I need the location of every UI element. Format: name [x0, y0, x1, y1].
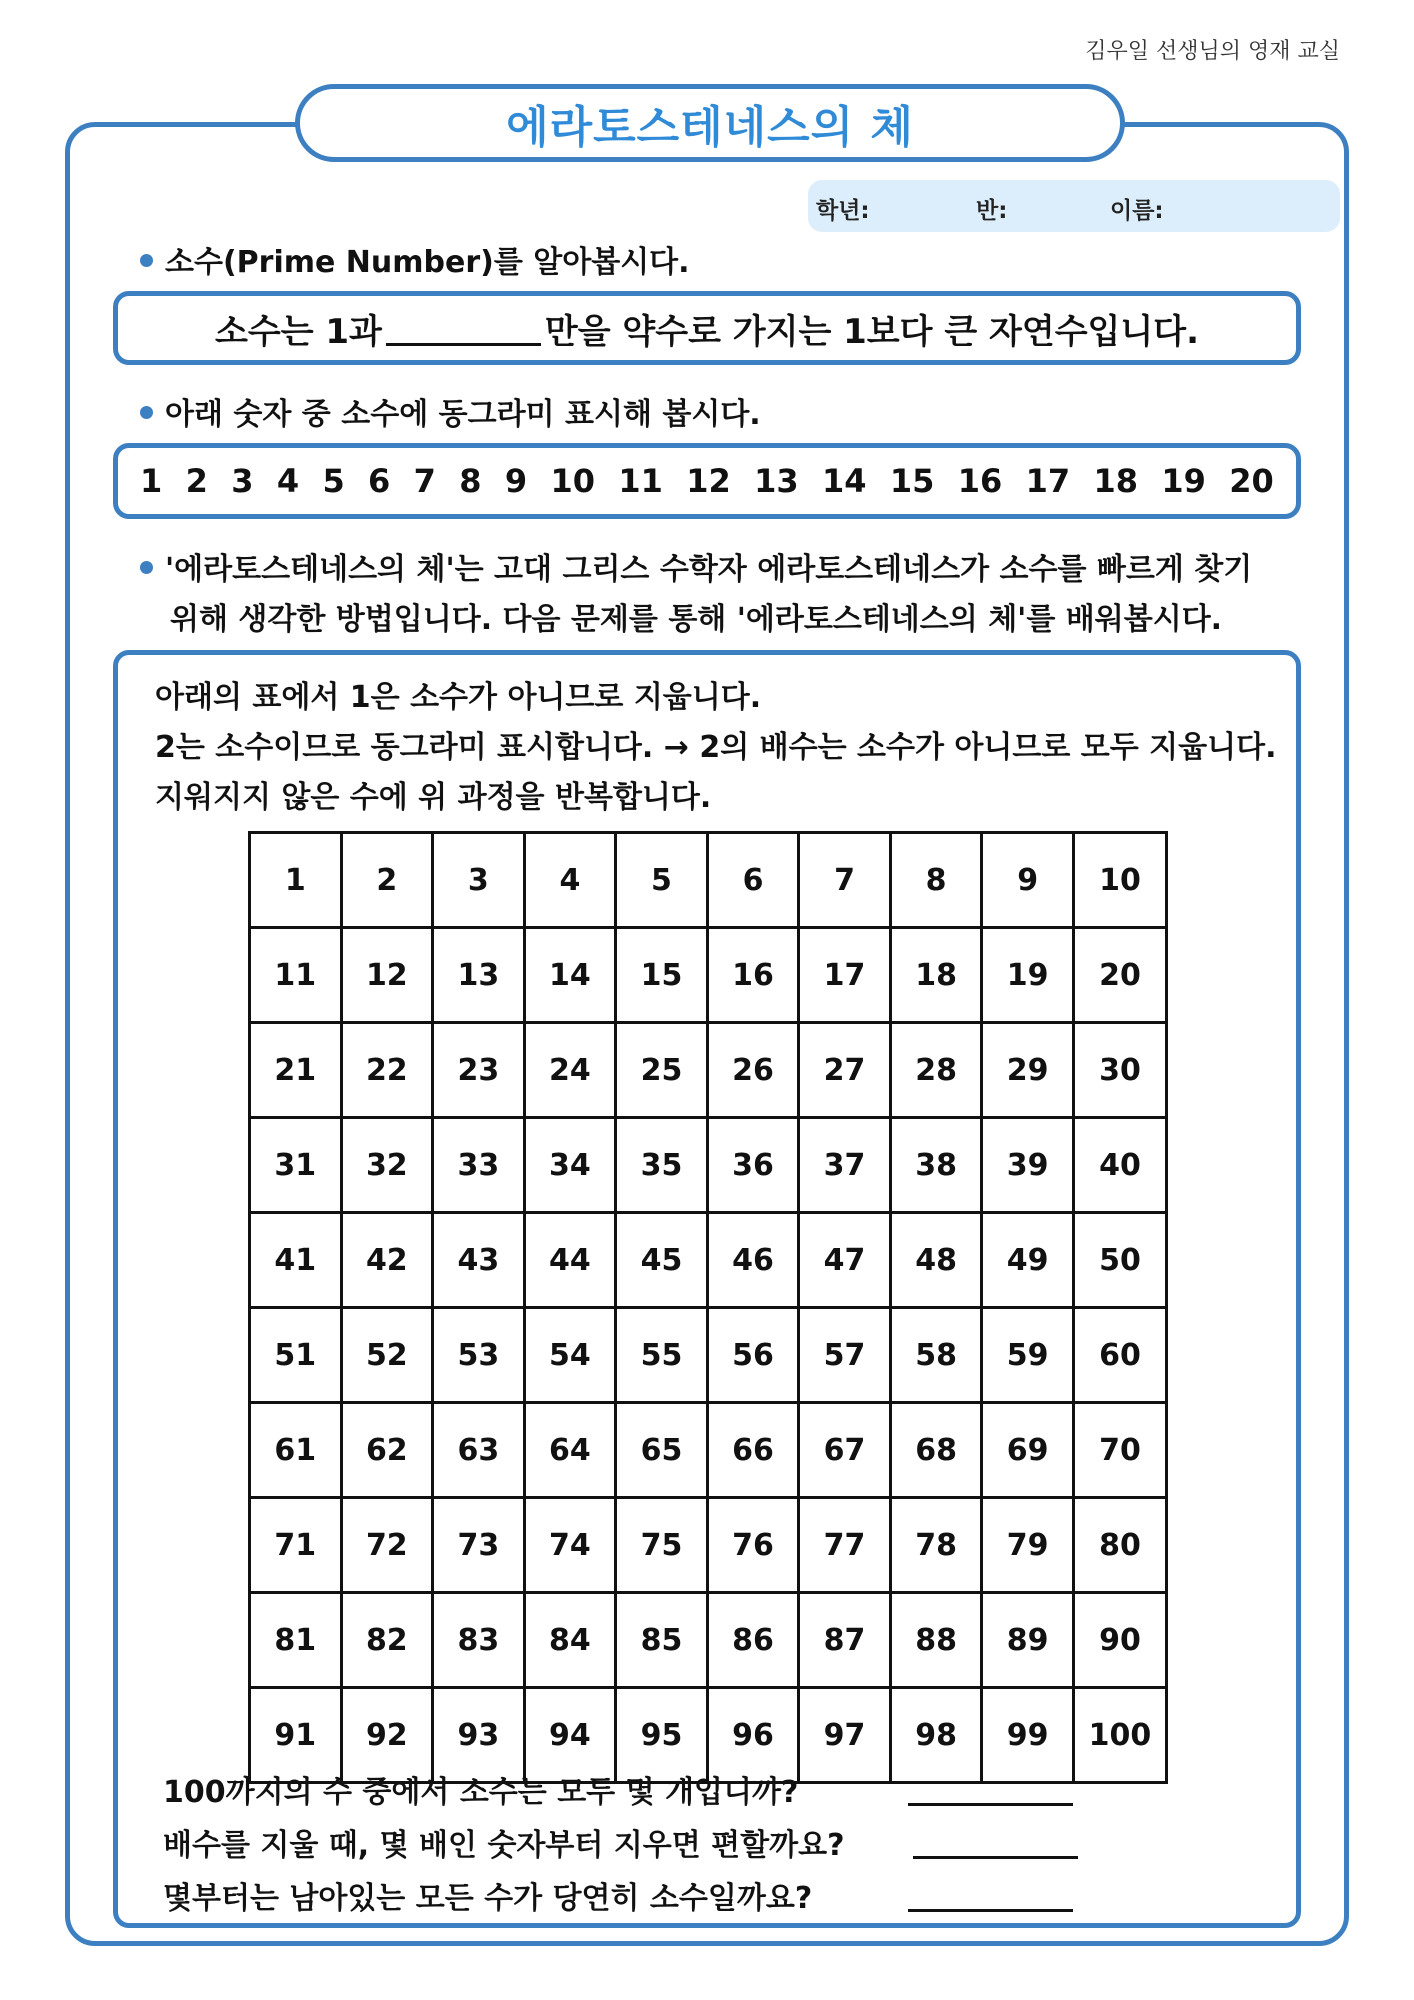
definition-before: 소수는 1과	[215, 311, 382, 352]
grid-cell[interactable]: 47	[799, 1213, 891, 1308]
number-item[interactable]: 10	[550, 462, 596, 500]
grid-cell[interactable]: 20	[1073, 928, 1166, 1023]
grid-cell[interactable]: 23	[433, 1023, 525, 1118]
question-1: 100까지의 수 중에서 소수는 모두 몇 개입니까?	[163, 1775, 799, 1810]
grid-cell[interactable]: 25	[616, 1023, 708, 1118]
grid-cell[interactable]: 24	[524, 1023, 616, 1118]
section2-heading	[140, 390, 761, 440]
grid-cell[interactable]: 31	[250, 1118, 342, 1213]
number-item[interactable]: 9	[504, 462, 528, 500]
grid-cell[interactable]: 8	[890, 833, 982, 928]
grid-cell[interactable]: 100	[1073, 1688, 1166, 1783]
grid-cell[interactable]: 57	[799, 1308, 891, 1403]
number-item[interactable]: 8	[459, 462, 482, 500]
grid-cell[interactable]: 28	[890, 1023, 982, 1118]
number-item[interactable]: 11	[618, 462, 663, 500]
answer-blank-2[interactable]	[913, 1856, 1078, 1859]
grid-cell[interactable]: 99	[982, 1688, 1074, 1783]
number-item[interactable]: 18	[1093, 462, 1139, 500]
question-3: 몇부터는 남아있는 모든 수가 당연히 소수일까요?	[163, 1881, 813, 1916]
grid-cell[interactable]: 84	[524, 1593, 616, 1688]
grid-cell[interactable]: 51	[250, 1308, 342, 1403]
grid-cell[interactable]: 9	[982, 833, 1074, 928]
grid-cell[interactable]: 39	[982, 1118, 1074, 1213]
grid-cell[interactable]: 26	[707, 1023, 799, 1118]
number-item[interactable]: 15	[889, 462, 935, 500]
grid-cell[interactable]: 44	[524, 1213, 616, 1308]
instructions	[155, 673, 1276, 823]
grid-cell[interactable]: 77	[799, 1498, 891, 1593]
instruction-line: 2는 소수이므로 동그라미 표시합니다. → 2의 배수는 소수가 아니므로 모두 지웁니다.	[155, 730, 1277, 765]
grid-cell[interactable]: 49	[982, 1213, 1074, 1308]
grid-cell[interactable]: 56	[707, 1308, 799, 1403]
section2-heading-text: 아래 숫자 중 소수에 동그라미 표시해 봅시다.	[165, 397, 761, 432]
definition-blank[interactable]	[386, 311, 541, 346]
grid-cell[interactable]: 60	[1073, 1308, 1166, 1403]
grid-cell[interactable]: 40	[1073, 1118, 1166, 1213]
grid-cell[interactable]: 37	[799, 1118, 891, 1213]
grid-cell[interactable]: 21	[250, 1023, 342, 1118]
student-info-bar	[808, 180, 1340, 232]
grid-cell[interactable]: 18	[890, 928, 982, 1023]
number-item[interactable]: 19	[1161, 462, 1206, 500]
number-item[interactable]: 13	[754, 462, 799, 500]
grid-cell[interactable]: 22	[341, 1023, 433, 1118]
grid-cell[interactable]: 78	[890, 1498, 982, 1593]
grid-cell[interactable]: 87	[799, 1593, 891, 1688]
grid-cell[interactable]: 16	[707, 928, 799, 1023]
grid-cell[interactable]: 91	[250, 1688, 342, 1783]
answer-blank-1[interactable]	[908, 1803, 1073, 1806]
grid-cell[interactable]: 10	[1073, 833, 1166, 928]
class-label: 반:	[976, 198, 1008, 224]
grid-cell[interactable]: 17	[799, 928, 891, 1023]
grid-cell[interactable]: 27	[799, 1023, 891, 1118]
grid-cell[interactable]: 42	[341, 1213, 433, 1308]
number-item[interactable]: 16	[957, 462, 1003, 500]
number-item[interactable]: 2	[185, 462, 208, 500]
number-row-box	[113, 443, 1301, 519]
grid-cell[interactable]: 2	[341, 833, 433, 928]
grid-cell[interactable]: 59	[982, 1308, 1074, 1403]
number-item[interactable]: 6	[368, 462, 391, 500]
grid-row	[250, 1498, 1167, 1593]
grid-cell[interactable]: 97	[799, 1688, 891, 1783]
grid-row	[250, 1593, 1167, 1688]
grid-cell[interactable]: 79	[982, 1498, 1074, 1593]
grid-cell[interactable]: 62	[341, 1403, 433, 1498]
section3-heading-line2: 위해 생각한 방법입니다. 다음 문제를 통해 '에라토스테네스의 체'를 배워봅시다.	[170, 602, 1223, 637]
bullet-dot	[140, 254, 153, 267]
grid-cell[interactable]: 29	[982, 1023, 1074, 1118]
number-item[interactable]: 17	[1025, 462, 1071, 500]
grid-cell[interactable]: 86	[707, 1593, 799, 1688]
grid-cell[interactable]: 7	[799, 833, 891, 928]
grid-row	[250, 928, 1167, 1023]
number-item[interactable]: 4	[276, 462, 300, 500]
grid-cell[interactable]: 76	[707, 1498, 799, 1593]
number-item[interactable]: 1	[140, 462, 163, 500]
number-item[interactable]: 5	[322, 462, 345, 500]
grid-cell[interactable]: 95	[616, 1688, 708, 1783]
grid-cell[interactable]: 74	[524, 1498, 616, 1593]
instruction-line: 아래의 표에서 1은 소수가 아니므로 지웁니다.	[155, 680, 762, 715]
grade-label: 학년:	[816, 198, 870, 224]
grid-cell[interactable]: 71	[250, 1498, 342, 1593]
grid-cell[interactable]: 15	[616, 928, 708, 1023]
answer-blank-3[interactable]	[908, 1909, 1073, 1912]
grid-cell[interactable]: 48	[890, 1213, 982, 1308]
title-banner	[295, 84, 1125, 162]
grid-cell[interactable]: 64	[524, 1403, 616, 1498]
grid-cell[interactable]: 32	[341, 1118, 433, 1213]
grid-cell[interactable]: 11	[250, 928, 342, 1023]
grid-cell[interactable]: 30	[1073, 1023, 1166, 1118]
grid-cell[interactable]: 45	[616, 1213, 708, 1308]
grid-cell[interactable]: 81	[250, 1593, 342, 1688]
grid-row	[250, 1118, 1167, 1213]
definition-box	[113, 291, 1301, 365]
grid-row	[250, 1213, 1167, 1308]
grid-cell[interactable]: 38	[890, 1118, 982, 1213]
grid-cell[interactable]: 94	[524, 1688, 616, 1783]
grid-cell[interactable]: 88	[890, 1593, 982, 1688]
grid-cell[interactable]: 55	[616, 1308, 708, 1403]
bullet-dot	[140, 406, 153, 419]
grid-cell[interactable]: 53	[433, 1308, 525, 1403]
grid-cell[interactable]: 73	[433, 1498, 525, 1593]
grid-cell[interactable]: 61	[250, 1403, 342, 1498]
section1-heading	[140, 238, 690, 288]
grid-cell[interactable]: 3	[433, 833, 525, 928]
grid-cell[interactable]: 35	[616, 1118, 708, 1213]
grid-cell[interactable]: 13	[433, 928, 525, 1023]
grid-cell[interactable]: 93	[433, 1688, 525, 1783]
grid-cell[interactable]: 63	[433, 1403, 525, 1498]
definition-after: 만을 약수로 가지는 1보다 큰 자연수입니다.	[544, 311, 1199, 352]
grid-cell[interactable]: 72	[341, 1498, 433, 1593]
grid-cell[interactable]: 14	[524, 928, 616, 1023]
grid-cell[interactable]: 85	[616, 1593, 708, 1688]
number-item[interactable]: 3	[231, 462, 254, 500]
grid-cell[interactable]: 46	[707, 1213, 799, 1308]
grid-row	[250, 1403, 1167, 1498]
grid-cell[interactable]: 92	[341, 1688, 433, 1783]
grid-cell[interactable]: 80	[1073, 1498, 1166, 1593]
section1-heading-text: 소수(Prime Number)를 알아봅시다.	[165, 245, 690, 280]
grid-cell[interactable]: 12	[341, 928, 433, 1023]
grid-cell[interactable]: 52	[341, 1308, 433, 1403]
grid-cell[interactable]: 50	[1073, 1213, 1166, 1308]
grid-row	[250, 1023, 1167, 1118]
grid-cell[interactable]: 66	[707, 1403, 799, 1498]
grid-cell[interactable]: 70	[1073, 1403, 1166, 1498]
grid-cell[interactable]: 19	[982, 928, 1074, 1023]
number-item[interactable]: 12	[686, 462, 731, 500]
grid-cell[interactable]: 43	[433, 1213, 525, 1308]
grid-cell[interactable]: 69	[982, 1403, 1074, 1498]
grid-cell[interactable]: 98	[890, 1688, 982, 1783]
number-grid	[248, 831, 1168, 1784]
grid-cell[interactable]: 41	[250, 1213, 342, 1308]
teacher-label: 김우일 선생님의 영재 교실	[1085, 39, 1340, 64]
grid-cell[interactable]: 6	[707, 833, 799, 928]
grid-cell[interactable]: 83	[433, 1593, 525, 1688]
name-label: 이름:	[1110, 198, 1164, 224]
number-item[interactable]: 20	[1229, 462, 1274, 500]
grid-cell[interactable]: 58	[890, 1308, 982, 1403]
grid-cell[interactable]: 89	[982, 1593, 1074, 1688]
grid-cell[interactable]: 54	[524, 1308, 616, 1403]
bullet-dot	[140, 561, 153, 574]
section3-heading-line1: '에라토스테네스의 체'는 고대 그리스 수학자 에라토스테네스가 소수를 빠르게 찾기	[165, 552, 1253, 587]
section3-heading	[140, 545, 1252, 645]
page-title: 에라토스테네스의 체	[506, 102, 914, 153]
grid-cell[interactable]: 75	[616, 1498, 708, 1593]
grid-cell[interactable]: 34	[524, 1118, 616, 1213]
grid-row	[250, 1308, 1167, 1403]
grid-cell[interactable]: 5	[616, 833, 708, 928]
grid-cell[interactable]: 33	[433, 1118, 525, 1213]
question-2: 배수를 지울 때, 몇 배인 숫자부터 지우면 편할까요?	[163, 1828, 845, 1863]
grid-cell[interactable]: 90	[1073, 1593, 1166, 1688]
number-item[interactable]: 7	[413, 462, 436, 500]
number-item[interactable]: 14	[821, 462, 867, 500]
sieve-box	[113, 650, 1301, 1928]
grid-cell[interactable]: 4	[524, 833, 616, 928]
instruction-line: 지워지지 않은 수에 위 과정을 반복합니다.	[155, 780, 712, 815]
grid-cell[interactable]: 82	[341, 1593, 433, 1688]
grid-cell[interactable]: 1	[250, 833, 342, 928]
grid-cell[interactable]: 96	[707, 1688, 799, 1783]
grid-cell[interactable]: 36	[707, 1118, 799, 1213]
grid-cell[interactable]: 67	[799, 1403, 891, 1498]
grid-cell[interactable]: 65	[616, 1403, 708, 1498]
grid-cell[interactable]: 68	[890, 1403, 982, 1498]
grid-row	[250, 833, 1167, 928]
